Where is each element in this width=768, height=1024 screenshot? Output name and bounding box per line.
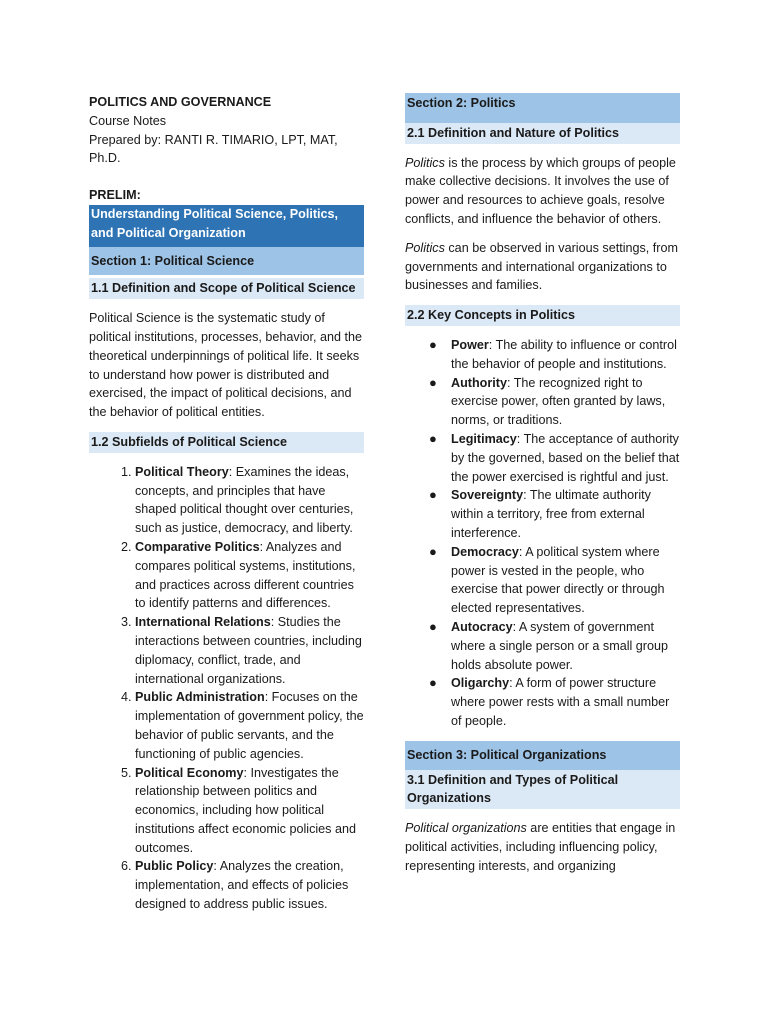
subfield-text: : Analyzes and compares political systems, institutions, and practices across different countries to identify patterns and differences. (135, 539, 356, 611)
concept-text: : A political system where power is vested in the people, who exercise that power directly or through elected representatives. (451, 544, 665, 616)
bullet-icon: ● (429, 618, 437, 634)
concept-term: Sovereignty (451, 488, 524, 503)
political-organizations-term: Political organizations (405, 821, 527, 836)
concept-text: : A system of government where a single person or a small group holds absolute power. (451, 619, 669, 672)
subfield-text: : Studies the interactions between countries, including diplomacy, conflict, trade, and international organizations. (135, 615, 362, 686)
subfield-term: Public Administration (135, 690, 265, 705)
subfield-text: : Analyzes the creation, implementation, and effects of policies designed to address public issues. (135, 859, 349, 912)
document-header (89, 93, 364, 168)
bullet-icon: ● (429, 336, 437, 352)
subsection-2-2-heading: 2.2 Key Concepts in Politics (405, 305, 680, 326)
list-item (135, 688, 364, 763)
politics-settings-text: can be observed in various settings, from governments and international organizations to businesses and families. (405, 240, 678, 293)
module-title-band: Understanding Political Science, Politics, and Political Organization (89, 205, 364, 247)
subfield-term: Political Theory (135, 464, 229, 479)
subsection-2-1-heading: 2.1 Definition and Nature of Politics (405, 123, 680, 144)
key-concepts-list (405, 336, 680, 731)
concept-term: Legitimacy (451, 431, 517, 446)
politics-settings (405, 239, 680, 295)
politics-term: Politics (405, 155, 445, 170)
concept-term: Oligarchy (451, 676, 510, 691)
politics-definition-text: is the process by which groups of people make collective decisions. It involves the use of power and resources to achieve goals, resolve conflicts, and influence the behavior of others. (405, 155, 676, 226)
section-3-heading: Section 3: Political Organizations (405, 741, 680, 770)
subfields-list (89, 463, 364, 914)
list-item (429, 430, 680, 486)
list-item (135, 463, 364, 538)
subfield-term: Political Economy (135, 765, 244, 780)
subsection-1-2-heading: 1.2 Subfields of Political Science (89, 432, 364, 453)
subfield-term: Public Policy (135, 859, 214, 874)
document-title: POLITICS AND GOVERNANCE (89, 95, 272, 109)
list-item (429, 618, 680, 674)
list-item (135, 764, 364, 858)
politics-term: Politics (405, 240, 445, 255)
concept-text: : The ultimate authority within a territory, free from external interference. (451, 488, 651, 540)
politics-definition (405, 154, 680, 229)
left-column (89, 93, 364, 914)
concept-text: : A form of power structure where power rests with a small number of people. (451, 676, 670, 728)
list-item (135, 857, 364, 913)
subfield-term: Comparative Politics (135, 539, 260, 554)
list-item (429, 674, 680, 730)
list-item (135, 613, 364, 688)
subfield-text: : Focuses on the implementation of government policy, the behavior of public servants, and the functioning of public agencies. (135, 690, 364, 761)
concept-term: Power (451, 337, 489, 352)
concept-text: : The acceptance of authority by the governed, based on the belief that the power exercised is rightful and just. (451, 431, 680, 484)
prelim-heading: PRELIM: (89, 188, 141, 203)
bullet-icon: ● (429, 675, 437, 691)
concept-term: Authority (451, 375, 507, 390)
list-item (135, 538, 364, 613)
subfield-text: : Investigates the relationship between politics and economics, including how political institutions affect economic policies and outcomes. (135, 765, 356, 855)
subsection-3-1-heading: 3.1 Definition and Types of Political Organizations (405, 770, 680, 810)
bullet-icon: ● (429, 430, 437, 446)
political-organizations-text: are entities that engage in political activities, including influencing policy, representing interests, and organizing (405, 821, 676, 873)
right-column (405, 93, 680, 875)
list-item (429, 543, 680, 618)
political-science-definition: Political Science is the systematic study of political institutions, processes, behavior, and the theoretical underpinnings of political life. It seeks to understand how power is distributed and exercised, the impact of political decisions, and the behavior of political entities. (89, 311, 363, 420)
section-2-heading: Section 2: Politics (405, 93, 680, 123)
section-1-heading: Section 1: Political Science (89, 247, 364, 276)
subsection-1-1-heading: 1.1 Definition and Scope of Political Science (89, 278, 364, 299)
document-subtitle: Course Notes (89, 113, 166, 128)
author-degree: Ph.D. (89, 151, 121, 166)
author-line: Prepared by: RANTI R. TIMARIO, LPT, MAT, (89, 132, 338, 147)
concept-text: : The recognized right to exercise power, often granted by laws, norms, or traditions. (451, 375, 666, 428)
concept-text: : The ability to influence or control the behavior of people and institutions. (451, 337, 677, 371)
political-organizations-definition (405, 819, 680, 875)
list-item (429, 486, 680, 542)
list-item (429, 374, 680, 430)
subfield-term: International Relations (135, 615, 271, 630)
subfield-text: : Examines the ideas, concepts, and principles that have shaped political thought over centuries, such as justice, democracy, and liberty. (135, 464, 354, 536)
concept-term: Democracy (451, 544, 519, 559)
bullet-icon: ● (429, 487, 437, 503)
bullet-icon: ● (429, 374, 437, 390)
list-item (429, 336, 680, 374)
bullet-icon: ● (429, 543, 437, 559)
concept-term: Autocracy (451, 619, 513, 634)
